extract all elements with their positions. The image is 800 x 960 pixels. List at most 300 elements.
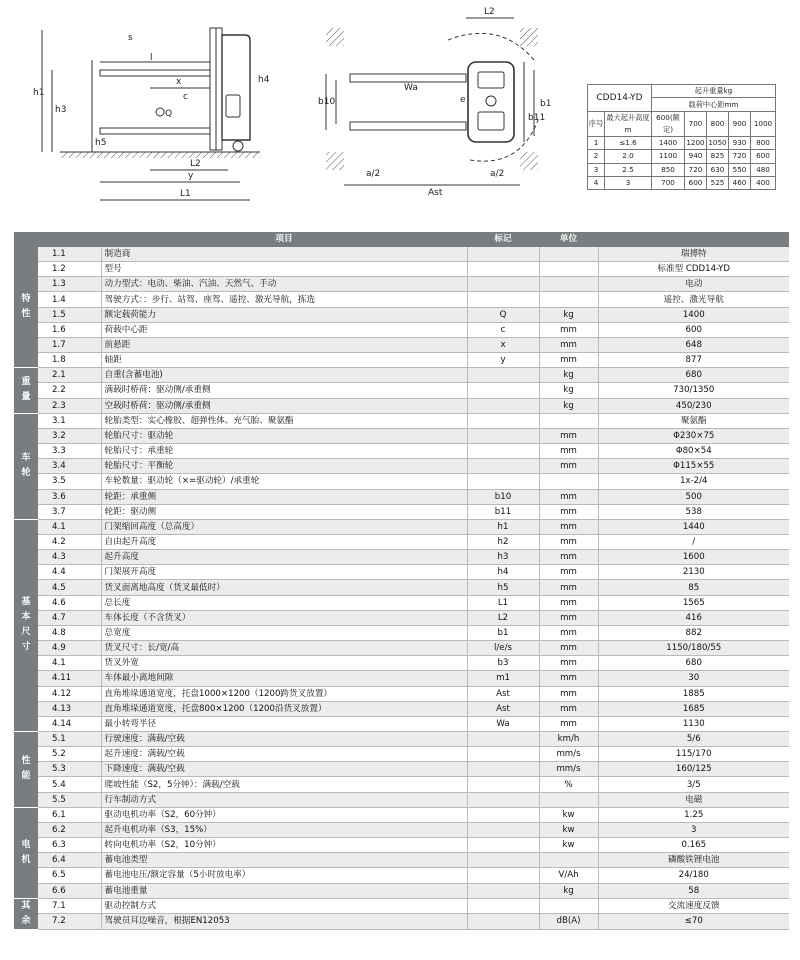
label-a2-right: a/2 — [490, 169, 505, 179]
capacity-cell: 460 — [729, 176, 751, 189]
spec-unit: kg — [539, 398, 598, 413]
label-e: e — [460, 95, 466, 105]
label-a2-left: a/2 — [366, 169, 381, 179]
spec-value: Φ115×55 — [598, 459, 789, 474]
spec-unit: km/h — [539, 732, 598, 747]
label-b1: b1 — [540, 99, 552, 109]
spec-row — [14, 807, 789, 822]
spec-unit: mm — [539, 489, 598, 504]
capacity-cell: 525 — [707, 176, 729, 189]
spec-value: Φ80×54 — [598, 444, 789, 459]
spec-header-group — [14, 232, 38, 247]
spec-no: 5.4 — [38, 777, 101, 792]
spec-unit: mm — [539, 550, 598, 565]
spec-item: 轮胎尺寸：平衡轮 — [101, 459, 467, 474]
spec-symbol: Wa — [467, 716, 539, 731]
spec-item: 货叉面离地高度（货叉最低时） — [101, 580, 467, 595]
spec-no: 2.3 — [38, 398, 101, 413]
spec-value: 3/5 — [598, 777, 789, 792]
spec-value: 416 — [598, 610, 789, 625]
spec-no: 6.3 — [38, 838, 101, 853]
spec-item: 车体长度（不含货叉） — [101, 610, 467, 625]
spec-unit — [539, 898, 598, 914]
spec-symbol: m1 — [467, 671, 539, 686]
capacity-header: 700 — [685, 111, 707, 136]
capacity-cell: ≤1.6 — [605, 136, 652, 149]
spec-no: 4.8 — [38, 625, 101, 640]
spec-item: 行车制动方式 — [101, 792, 467, 807]
spec-value: 160/125 — [598, 762, 789, 777]
spec-no: 3.7 — [38, 504, 101, 519]
spec-row — [14, 595, 789, 610]
label-x: x — [176, 77, 182, 87]
spec-row — [14, 792, 789, 807]
spec-symbol — [467, 368, 539, 383]
spec-unit: % — [539, 777, 598, 792]
spec-header-value — [598, 232, 789, 247]
spec-item: 驾驶方式：：步行、站驾、座驾、遥控、激光导航，拣选 — [101, 292, 467, 307]
spec-symbol: Ast — [467, 686, 539, 701]
spec-header-unit: 单位 — [539, 232, 598, 247]
spec-no: 3.3 — [38, 444, 101, 459]
spec-symbol — [467, 732, 539, 747]
spec-row — [14, 292, 789, 307]
spec-symbol — [467, 383, 539, 398]
spec-unit: mm — [539, 641, 598, 656]
spec-symbol: b10 — [467, 489, 539, 504]
spec-item: 荷载中心距 — [101, 322, 467, 337]
spec-value: 聚氨酯 — [598, 413, 789, 428]
spec-unit: kw — [539, 822, 598, 837]
spec-unit: mm — [539, 610, 598, 625]
spec-item: 空载时桥荷：驱动侧/承重侧 — [101, 398, 467, 413]
capacity-cell: 1100 — [652, 150, 685, 163]
spec-header-no — [38, 232, 101, 247]
spec-value: 85 — [598, 580, 789, 595]
spec-item: 总宽度 — [101, 625, 467, 640]
spec-item: 起升电机功率（S3，15%） — [101, 822, 467, 837]
spec-value: 1600 — [598, 550, 789, 565]
spec-symbol — [467, 777, 539, 792]
spec-symbol — [467, 247, 539, 262]
spec-no: 4.3 — [38, 550, 101, 565]
spec-unit — [539, 853, 598, 868]
spec-row — [14, 883, 789, 898]
spec-row — [14, 383, 789, 398]
spec-value: 1565 — [598, 595, 789, 610]
capacity-cell: 2 — [588, 150, 605, 163]
capacity-cell: 1 — [588, 136, 605, 149]
spec-row — [14, 337, 789, 352]
spec-no: 4.12 — [38, 686, 101, 701]
spec-no: 3.6 — [38, 489, 101, 504]
spec-value: 500 — [598, 489, 789, 504]
label-b10: b10 — [318, 97, 336, 107]
spec-row — [14, 777, 789, 792]
spec-row — [14, 444, 789, 459]
capacity-row — [588, 136, 776, 149]
spec-row — [14, 641, 789, 656]
spec-row — [14, 550, 789, 565]
label-l2: L2 — [190, 159, 201, 169]
spec-unit: mm — [539, 565, 598, 580]
spec-symbol — [467, 444, 539, 459]
spec-header-item: 项目 — [101, 232, 467, 247]
spec-value: 450/230 — [598, 398, 789, 413]
spec-symbol: x — [467, 337, 539, 352]
spec-group-label — [14, 413, 38, 519]
spec-row — [14, 353, 789, 368]
spec-no: 2.2 — [38, 383, 101, 398]
spec-unit: mm — [539, 595, 598, 610]
spec-symbol: h1 — [467, 519, 539, 534]
spec-value: Φ230×75 — [598, 428, 789, 443]
spec-value: 882 — [598, 625, 789, 640]
spec-symbol: h2 — [467, 534, 539, 549]
spec-value: 0.165 — [598, 838, 789, 853]
spec-no: 6.1 — [38, 807, 101, 822]
label-h1: h1 — [33, 88, 45, 98]
spec-symbol — [467, 277, 539, 292]
capacity-cell: 720 — [685, 163, 707, 176]
capacity-row — [588, 163, 776, 176]
spec-value: 1440 — [598, 519, 789, 534]
label-h3: h3 — [55, 105, 67, 115]
spec-unit: mm — [539, 459, 598, 474]
capacity-cell: 4 — [588, 176, 605, 189]
spec-group-label — [14, 732, 38, 808]
spec-value: 648 — [598, 337, 789, 352]
spec-group-char: 尺 — [21, 627, 31, 638]
spec-group-char: 特 — [21, 294, 31, 305]
capacity-header: 1000 — [751, 111, 776, 136]
spec-item: 前悬距 — [101, 337, 467, 352]
spec-unit — [539, 292, 598, 307]
spec-row — [14, 686, 789, 701]
spec-row — [14, 322, 789, 337]
label-q: Q — [165, 109, 173, 119]
capacity-cell: 550 — [729, 163, 751, 176]
spec-symbol: h3 — [467, 550, 539, 565]
label-h5: h5 — [95, 138, 107, 148]
spec-value: ≤70 — [598, 914, 789, 930]
spec-item: 蓄电池重量 — [101, 883, 467, 898]
spec-value: 115/170 — [598, 747, 789, 762]
spec-symbol: h5 — [467, 580, 539, 595]
spec-value: 2130 — [598, 565, 789, 580]
spec-value: 电磁 — [598, 792, 789, 807]
spec-row — [14, 368, 789, 383]
spec-unit — [539, 413, 598, 428]
spec-symbol — [467, 428, 539, 443]
capacity-cell: 480 — [751, 163, 776, 176]
spec-item: 门架展开高度 — [101, 565, 467, 580]
spec-item: 起升速度：满载/空载 — [101, 747, 467, 762]
spec-group-char: 余 — [21, 915, 31, 926]
label-l: l — [150, 53, 153, 63]
label-h4: h4 — [258, 75, 270, 85]
spec-unit: mm — [539, 686, 598, 701]
spec-no: 2.1 — [38, 368, 101, 383]
spec-no: 1.1 — [38, 247, 101, 262]
spec-no: 5.5 — [38, 792, 101, 807]
spec-unit: mm — [539, 353, 598, 368]
label-y: y — [188, 171, 194, 181]
spec-item: 轮胎尺寸：承重轮 — [101, 444, 467, 459]
spec-item: 直角堆垛通道宽度，托盘1000×1200（1200跨货叉放置） — [101, 686, 467, 701]
spec-row — [14, 534, 789, 549]
spec-unit: mm — [539, 701, 598, 716]
spec-group-char: 性 — [21, 309, 31, 320]
spec-symbol — [467, 853, 539, 868]
spec-item: 自重(含蓄电池) — [101, 368, 467, 383]
spec-row — [14, 914, 789, 930]
spec-table — [14, 232, 789, 930]
spec-group-char: 性 — [21, 756, 31, 767]
spec-value: 标准型 CDD14-YD — [598, 262, 789, 277]
spec-row — [14, 504, 789, 519]
spec-group-label — [14, 807, 38, 898]
spec-symbol — [467, 914, 539, 930]
spec-item: 制造商 — [101, 247, 467, 262]
spec-no: 4.1 — [38, 656, 101, 671]
spec-value: 5/6 — [598, 732, 789, 747]
spec-unit — [539, 792, 598, 807]
spec-item: 轮距：承重侧 — [101, 489, 467, 504]
spec-value: 538 — [598, 504, 789, 519]
spec-group-char: 车 — [21, 453, 31, 464]
fork-right — [350, 122, 466, 130]
spec-header-symbol: 标记 — [467, 232, 539, 247]
spec-item: 自由起升高度 — [101, 534, 467, 549]
spec-item: 爬坡性能（S2，5分钟）：满载/空载 — [101, 777, 467, 792]
spec-no: 5.1 — [38, 732, 101, 747]
spec-row — [14, 716, 789, 731]
spec-symbol — [467, 838, 539, 853]
spec-symbol: Ast — [467, 701, 539, 716]
spec-item: 货叉尺寸：长/宽/高 — [101, 641, 467, 656]
spec-symbol — [467, 883, 539, 898]
spec-symbol: c — [467, 322, 539, 337]
capacity-cell: 825 — [707, 150, 729, 163]
capacity-header: 600(额定) — [652, 111, 685, 136]
spec-symbol — [467, 474, 539, 489]
spec-row — [14, 868, 789, 883]
spec-no: 6.2 — [38, 822, 101, 837]
spec-value: 遥控、激光导航 — [598, 292, 789, 307]
spec-group-char: 本 — [21, 612, 31, 623]
spec-item: 起升高度 — [101, 550, 467, 565]
spec-unit: mm — [539, 519, 598, 534]
spec-unit — [539, 262, 598, 277]
spec-unit: mm — [539, 322, 598, 337]
capacity-header: 900 — [729, 111, 751, 136]
capacity-title: 起升重量kg — [652, 85, 776, 98]
spec-no: 1.4 — [38, 292, 101, 307]
spec-unit: dB(A) — [539, 914, 598, 930]
spec-group-char: 量 — [21, 392, 31, 403]
spec-group-label — [14, 519, 38, 731]
spec-value: 1685 — [598, 701, 789, 716]
spec-symbol — [467, 807, 539, 822]
capacity-cell: 3 — [605, 176, 652, 189]
spec-no: 4.13 — [38, 701, 101, 716]
spec-row — [14, 565, 789, 580]
spec-unit: mm — [539, 580, 598, 595]
spec-item: 动力型式：电动、柴油、汽油、天然气、手动 — [101, 277, 467, 292]
spec-row — [14, 519, 789, 534]
spec-row — [14, 580, 789, 595]
spec-symbol: L1 — [467, 595, 539, 610]
spec-no: 1.3 — [38, 277, 101, 292]
capacity-header: 800 — [707, 111, 729, 136]
spec-value: 交流速度反馈 — [598, 898, 789, 914]
spec-value: 1x-2/4 — [598, 474, 789, 489]
spec-symbol — [467, 822, 539, 837]
capacity-row — [588, 176, 776, 189]
spec-unit: kg — [539, 368, 598, 383]
spec-value: 30 — [598, 671, 789, 686]
spec-group-char: 基 — [21, 597, 31, 608]
capacity-cell: 2.5 — [605, 163, 652, 176]
spec-symbol — [467, 459, 539, 474]
spec-no: 7.2 — [38, 914, 101, 930]
spec-no: 4.5 — [38, 580, 101, 595]
spec-symbol — [467, 868, 539, 883]
spec-unit — [539, 277, 598, 292]
label-wa: Wa — [404, 83, 418, 93]
spec-no: 4.7 — [38, 610, 101, 625]
capacity-cell: 930 — [729, 136, 751, 149]
spec-no: 4.2 — [38, 534, 101, 549]
spec-unit: kg — [539, 307, 598, 322]
spec-value: 58 — [598, 883, 789, 898]
spec-value: 1150/180/55 — [598, 641, 789, 656]
lower-fork — [100, 128, 210, 134]
spec-item: 满载时桥荷：驱动侧/承重侧 — [101, 383, 467, 398]
spec-group-label — [14, 247, 38, 368]
capacity-cell: 800 — [751, 136, 776, 149]
capacity-cell: 1050 — [707, 136, 729, 149]
spec-row — [14, 838, 789, 853]
spec-no: 1.7 — [38, 337, 101, 352]
capacity-row — [588, 150, 776, 163]
spec-group-char: 其 — [21, 900, 31, 911]
capacity-cell: 630 — [707, 163, 729, 176]
spec-no: 3.2 — [38, 428, 101, 443]
spec-item: 行驶速度：满载/空载 — [101, 732, 467, 747]
spec-unit: kw — [539, 838, 598, 853]
spec-value: 680 — [598, 656, 789, 671]
spec-row — [14, 656, 789, 671]
spec-row — [14, 277, 789, 292]
spec-row — [14, 762, 789, 777]
spec-item: 型号 — [101, 262, 467, 277]
spec-no: 1.5 — [38, 307, 101, 322]
spec-row — [14, 413, 789, 428]
spec-value: 1.25 — [598, 807, 789, 822]
capacity-cell: 400 — [751, 176, 776, 189]
spec-row — [14, 459, 789, 474]
spec-symbol — [467, 413, 539, 428]
spec-row — [14, 398, 789, 413]
upper-fork — [100, 70, 210, 76]
spec-no: 6.4 — [38, 853, 101, 868]
spec-no: 4.4 — [38, 565, 101, 580]
spec-no: 5.2 — [38, 747, 101, 762]
spec-item: 轴距 — [101, 353, 467, 368]
spec-row — [14, 489, 789, 504]
label-b11: b11 — [528, 113, 546, 123]
spec-no: 3.4 — [38, 459, 101, 474]
spec-row — [14, 853, 789, 868]
spec-item: 驱动电机功率（S2，60分钟） — [101, 807, 467, 822]
spec-item: 蓄电池类型 — [101, 853, 467, 868]
capacity-cell: 3 — [588, 163, 605, 176]
capacity-header: 最大起升高度m — [605, 111, 652, 136]
spec-row — [14, 701, 789, 716]
spec-unit: kw — [539, 807, 598, 822]
spec-item: 最小转弯半径 — [101, 716, 467, 731]
spec-no: 6.5 — [38, 868, 101, 883]
capacity-cell: 700 — [652, 176, 685, 189]
spec-row — [14, 307, 789, 322]
capacity-cell: 600 — [751, 150, 776, 163]
spec-item: 轮胎尺寸：驱动轮 — [101, 428, 467, 443]
capacity-cell: 2.0 — [605, 150, 652, 163]
spec-value: 24/180 — [598, 868, 789, 883]
spec-symbol: b3 — [467, 656, 539, 671]
spec-unit: mm — [539, 671, 598, 686]
spec-rows — [14, 247, 789, 930]
spec-group-char: 能 — [21, 771, 31, 782]
spec-row — [14, 747, 789, 762]
capacity-cell: 720 — [729, 150, 751, 163]
spec-value: 1130 — [598, 716, 789, 731]
spec-no: 1.8 — [38, 353, 101, 368]
spec-symbol — [467, 398, 539, 413]
capacity-cell: 850 — [652, 163, 685, 176]
spec-no: 6.6 — [38, 883, 101, 898]
spec-no: 1.6 — [38, 322, 101, 337]
truck-body — [222, 35, 250, 140]
spec-item: 车轮数量：驱动轮（×=驱动轮）/承重轮 — [101, 474, 467, 489]
spec-item: 转向电机功率（S2，10分钟） — [101, 838, 467, 853]
capacity-header: 序号 — [588, 111, 605, 136]
capacity-rows — [588, 136, 776, 190]
spec-no: 4.14 — [38, 716, 101, 731]
spec-group-char: 电 — [21, 839, 31, 850]
spec-symbol: Q — [467, 307, 539, 322]
spec-value: 1400 — [598, 307, 789, 322]
spec-row — [14, 610, 789, 625]
top-view-drawing — [326, 18, 538, 185]
spec-item: 车体最小离地间隙 — [101, 671, 467, 686]
spec-unit: mm — [539, 625, 598, 640]
capacity-table — [587, 84, 776, 190]
spec-value: 600 — [598, 322, 789, 337]
spec-item: 驾驶员耳边噪音，根据EN12053 — [101, 914, 467, 930]
spec-item: 货叉外宽 — [101, 656, 467, 671]
spec-symbol: y — [467, 353, 539, 368]
spec-unit: mm — [539, 504, 598, 519]
label-ast: Ast — [428, 188, 443, 198]
spec-symbol — [467, 792, 539, 807]
spec-row — [14, 898, 789, 914]
spec-group-char: 轮 — [21, 468, 31, 479]
spec-symbol: l/e/s — [467, 641, 539, 656]
label-top-l2: L2 — [484, 7, 495, 17]
